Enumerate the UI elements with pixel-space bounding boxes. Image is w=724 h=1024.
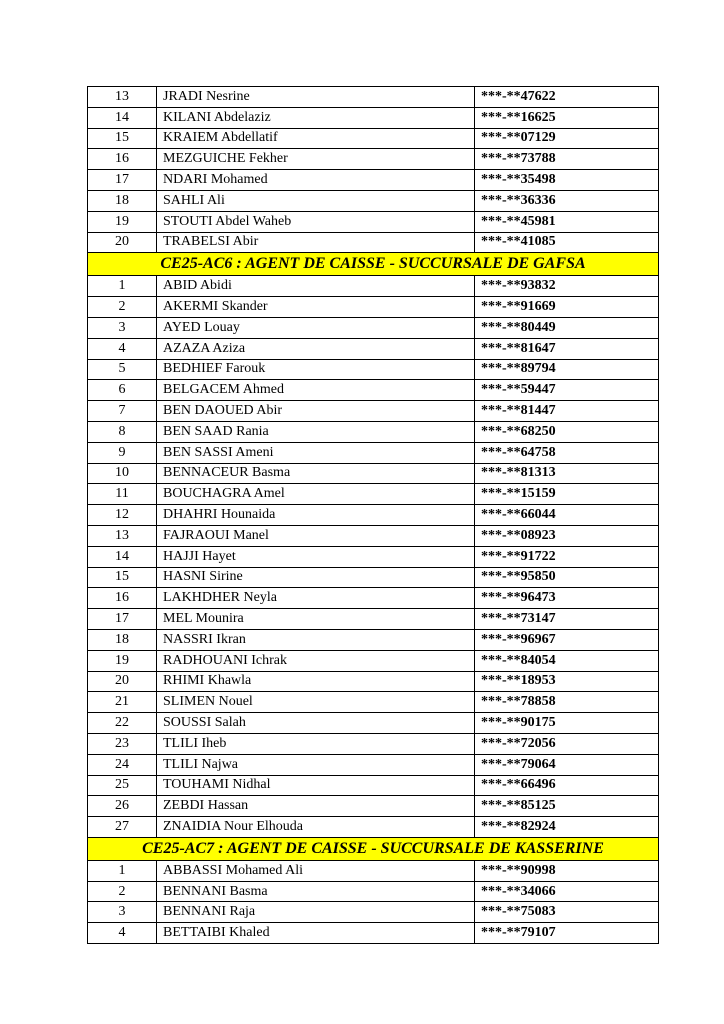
candidate-name: JRADI Nesrine xyxy=(157,87,475,108)
candidate-name: NASSRI Ikran xyxy=(157,629,475,650)
candidate-id: ***-**34066 xyxy=(475,881,659,902)
table-row xyxy=(88,190,659,211)
candidate-id: ***-**89794 xyxy=(475,359,659,380)
candidate-id: ***-**81313 xyxy=(475,463,659,484)
candidate-id: ***-**79064 xyxy=(475,754,659,775)
candidate-name: BOUCHAGRA Amel xyxy=(157,484,475,505)
table-row xyxy=(88,170,659,191)
candidate-name: KRAIEM Abdellatif xyxy=(157,128,475,149)
row-number: 23 xyxy=(88,733,157,754)
row-number: 18 xyxy=(88,629,157,650)
candidate-id: ***-**72056 xyxy=(475,733,659,754)
candidate-name: RHIMI Khawla xyxy=(157,671,475,692)
candidate-id: ***-**47622 xyxy=(475,87,659,108)
candidate-id: ***-**08923 xyxy=(475,525,659,546)
table-row xyxy=(88,128,659,149)
row-number: 14 xyxy=(88,107,157,128)
table-row xyxy=(88,567,659,588)
candidates-table-body xyxy=(88,87,659,944)
table-row xyxy=(88,211,659,232)
row-number: 5 xyxy=(88,359,157,380)
table-row xyxy=(88,232,659,253)
candidate-name: BENNANI Raja xyxy=(157,902,475,923)
candidate-name: STOUTI Abdel Waheb xyxy=(157,211,475,232)
table-row xyxy=(88,629,659,650)
candidate-id: ***-**16625 xyxy=(475,107,659,128)
row-number: 16 xyxy=(88,149,157,170)
row-number: 4 xyxy=(88,923,157,944)
candidate-name: SLIMEN Nouel xyxy=(157,692,475,713)
candidate-name: BENNACEUR Basma xyxy=(157,463,475,484)
table-row xyxy=(88,317,659,338)
document-page xyxy=(87,86,658,944)
table-row xyxy=(88,692,659,713)
candidate-id: ***-**90998 xyxy=(475,860,659,881)
candidate-name: HASNI Sirine xyxy=(157,567,475,588)
candidate-id: ***-**36336 xyxy=(475,190,659,211)
candidate-name: SAHLI Ali xyxy=(157,190,475,211)
candidate-id: ***-**96967 xyxy=(475,629,659,650)
table-row xyxy=(88,796,659,817)
candidate-id: ***-**80449 xyxy=(475,317,659,338)
row-number: 7 xyxy=(88,401,157,422)
row-number: 13 xyxy=(88,87,157,108)
row-number: 26 xyxy=(88,796,157,817)
row-number: 8 xyxy=(88,421,157,442)
table-row xyxy=(88,902,659,923)
candidates-table xyxy=(87,86,659,944)
table-row xyxy=(88,276,659,297)
section-title: CE25-AC7 : AGENT DE CAISSE - SUCCURSALE DE KASSERINE xyxy=(88,837,659,860)
candidate-name: KILANI Abdelaziz xyxy=(157,107,475,128)
row-number: 10 xyxy=(88,463,157,484)
row-number: 15 xyxy=(88,128,157,149)
candidate-name: BELGACEM Ahmed xyxy=(157,380,475,401)
table-row xyxy=(88,775,659,796)
row-number: 15 xyxy=(88,567,157,588)
table-row xyxy=(88,923,659,944)
candidate-name: LAKHDHER Neyla xyxy=(157,588,475,609)
row-number: 24 xyxy=(88,754,157,775)
candidate-name: NDARI Mohamed xyxy=(157,170,475,191)
row-number: 20 xyxy=(88,671,157,692)
table-row xyxy=(88,442,659,463)
table-row xyxy=(88,754,659,775)
table-row xyxy=(88,650,659,671)
candidate-id: ***-**73788 xyxy=(475,149,659,170)
row-number: 2 xyxy=(88,297,157,318)
candidate-id: ***-**85125 xyxy=(475,796,659,817)
section-title: CE25-AC6 : AGENT DE CAISSE - SUCCURSALE DE GAFSA xyxy=(88,253,659,276)
candidate-id: ***-**79107 xyxy=(475,923,659,944)
candidate-id: ***-**64758 xyxy=(475,442,659,463)
candidate-id: ***-**95850 xyxy=(475,567,659,588)
table-row xyxy=(88,359,659,380)
candidate-name: ZEBDI Hassan xyxy=(157,796,475,817)
row-number: 4 xyxy=(88,338,157,359)
candidate-name: ABBASSI Mohamed Ali xyxy=(157,860,475,881)
table-row xyxy=(88,87,659,108)
candidate-id: ***-**15159 xyxy=(475,484,659,505)
row-number: 27 xyxy=(88,817,157,838)
candidate-id: ***-**07129 xyxy=(475,128,659,149)
candidate-id: ***-**59447 xyxy=(475,380,659,401)
candidate-id: ***-**68250 xyxy=(475,421,659,442)
candidate-name: AYED Louay xyxy=(157,317,475,338)
candidate-name: HAJJI Hayet xyxy=(157,546,475,567)
candidate-name: BEN SASSI Ameni xyxy=(157,442,475,463)
candidate-id: ***-**18953 xyxy=(475,671,659,692)
candidate-id: ***-**91669 xyxy=(475,297,659,318)
candidate-id: ***-**93832 xyxy=(475,276,659,297)
candidate-name: RADHOUANI Ichrak xyxy=(157,650,475,671)
row-number: 12 xyxy=(88,505,157,526)
table-row xyxy=(88,817,659,838)
table-row xyxy=(88,609,659,630)
row-number: 13 xyxy=(88,525,157,546)
row-number: 19 xyxy=(88,650,157,671)
table-row xyxy=(88,107,659,128)
row-number: 20 xyxy=(88,232,157,253)
candidate-name: MEZGUICHE Fekher xyxy=(157,149,475,170)
candidate-id: ***-**81447 xyxy=(475,401,659,422)
table-row xyxy=(88,713,659,734)
table-row xyxy=(88,338,659,359)
table-row xyxy=(88,297,659,318)
table-row xyxy=(88,881,659,902)
candidate-name: BENNANI Basma xyxy=(157,881,475,902)
row-number: 21 xyxy=(88,692,157,713)
candidate-id: ***-**90175 xyxy=(475,713,659,734)
candidate-id: ***-**66044 xyxy=(475,505,659,526)
row-number: 22 xyxy=(88,713,157,734)
candidate-id: ***-**35498 xyxy=(475,170,659,191)
candidate-name: TLILI Iheb xyxy=(157,733,475,754)
row-number: 11 xyxy=(88,484,157,505)
table-row xyxy=(88,421,659,442)
row-number: 3 xyxy=(88,317,157,338)
candidate-id: ***-**45981 xyxy=(475,211,659,232)
candidate-name: TRABELSI Abir xyxy=(157,232,475,253)
candidate-name: AKERMI Skander xyxy=(157,297,475,318)
table-row xyxy=(88,860,659,881)
candidate-name: BEN DAOUED Abir xyxy=(157,401,475,422)
row-number: 2 xyxy=(88,881,157,902)
candidate-name: BEDHIEF Farouk xyxy=(157,359,475,380)
candidate-id: ***-**81647 xyxy=(475,338,659,359)
table-row xyxy=(88,733,659,754)
table-row xyxy=(88,380,659,401)
table-row xyxy=(88,525,659,546)
candidate-name: BETTAIBI Khaled xyxy=(157,923,475,944)
candidate-name: SOUSSI Salah xyxy=(157,713,475,734)
row-number: 25 xyxy=(88,775,157,796)
row-number: 9 xyxy=(88,442,157,463)
section-header-row xyxy=(88,253,659,276)
candidate-name: TOUHAMI Nidhal xyxy=(157,775,475,796)
row-number: 14 xyxy=(88,546,157,567)
candidate-id: ***-**73147 xyxy=(475,609,659,630)
candidate-id: ***-**82924 xyxy=(475,817,659,838)
row-number: 16 xyxy=(88,588,157,609)
table-row xyxy=(88,505,659,526)
candidate-name: AZAZA Aziza xyxy=(157,338,475,359)
table-row xyxy=(88,463,659,484)
candidate-id: ***-**96473 xyxy=(475,588,659,609)
row-number: 17 xyxy=(88,170,157,191)
candidate-id: ***-**84054 xyxy=(475,650,659,671)
candidate-id: ***-**41085 xyxy=(475,232,659,253)
row-number: 17 xyxy=(88,609,157,630)
candidate-name: ZNAIDIA Nour Elhouda xyxy=(157,817,475,838)
candidate-id: ***-**66496 xyxy=(475,775,659,796)
candidate-name: ABID Abidi xyxy=(157,276,475,297)
table-row xyxy=(88,401,659,422)
candidate-id: ***-**78858 xyxy=(475,692,659,713)
candidate-id: ***-**75083 xyxy=(475,902,659,923)
row-number: 1 xyxy=(88,860,157,881)
table-row xyxy=(88,671,659,692)
candidate-name: MEL Mounira xyxy=(157,609,475,630)
row-number: 3 xyxy=(88,902,157,923)
row-number: 6 xyxy=(88,380,157,401)
candidate-name: FAJRAOUI Manel xyxy=(157,525,475,546)
candidate-name: BEN SAAD Rania xyxy=(157,421,475,442)
candidate-id: ***-**91722 xyxy=(475,546,659,567)
section-header-row xyxy=(88,837,659,860)
table-row xyxy=(88,546,659,567)
row-number: 1 xyxy=(88,276,157,297)
table-row xyxy=(88,588,659,609)
row-number: 19 xyxy=(88,211,157,232)
candidate-name: TLILI Najwa xyxy=(157,754,475,775)
table-row xyxy=(88,484,659,505)
row-number: 18 xyxy=(88,190,157,211)
candidate-name: DHAHRI Hounaida xyxy=(157,505,475,526)
table-row xyxy=(88,149,659,170)
